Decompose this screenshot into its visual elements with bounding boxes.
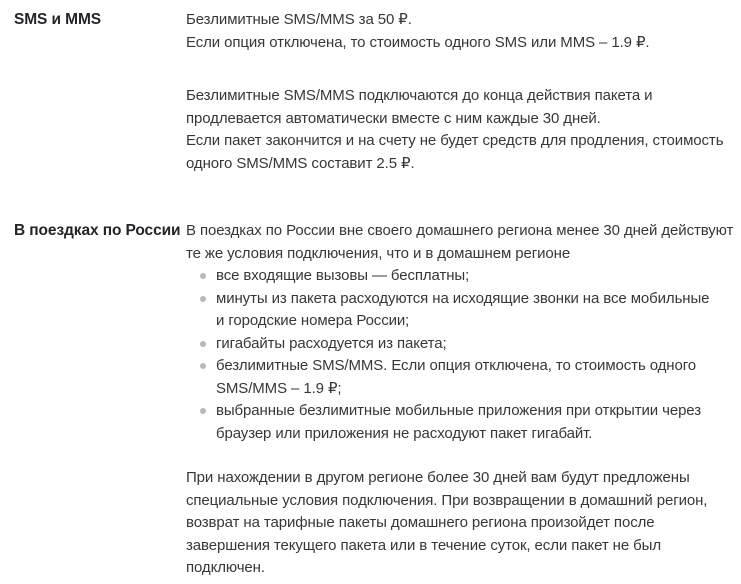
text-line: одного SMS/MMS составит 2.5 ₽. xyxy=(186,154,415,172)
text-line: Если опция отключена, то стоимость одного SMS или MMS – 1.9 ₽. xyxy=(186,33,650,51)
text-line: браузер или приложения не расходуют пакет гигабайт. xyxy=(216,424,593,442)
text-line: подключен. xyxy=(186,559,265,576)
bullet-dot-icon xyxy=(200,341,206,347)
text-line: все входящие вызовы — бесплатны; xyxy=(216,267,470,284)
text-line: безлимитные SMS/MMS. Если опция отключена, то стоимость одного xyxy=(216,357,696,374)
paragraph-sms-price xyxy=(186,9,735,54)
text-line: продлевается автоматически вместе с ним каждые 30 дней. xyxy=(186,109,601,127)
list-item-text xyxy=(216,333,735,356)
text-line: минуты из пакета расходуются на исходящие звонки на все мобильные xyxy=(216,289,710,307)
section-sms-mms xyxy=(14,9,735,175)
text-line: те же условия подключения, что и в домашнем регионе xyxy=(186,244,571,262)
section-content-sms-mms xyxy=(186,9,735,175)
list-item xyxy=(186,355,735,400)
list-item-text xyxy=(216,288,735,333)
list-item xyxy=(186,400,735,445)
paragraph-travel-intro xyxy=(186,220,735,265)
text-line: выбранные безлимитные мобильные приложения при открытии через xyxy=(216,402,701,419)
text-line: Безлимитные SMS/MMS подключаются до конца действия пакета и xyxy=(186,87,653,104)
bullet-dot-icon xyxy=(200,296,206,302)
text-line: и городские номера России; xyxy=(216,312,410,329)
text-line: Безлимитные SMS/MMS за 50 ₽. xyxy=(186,11,412,28)
list-item-text xyxy=(216,355,735,400)
paragraph-sms-renewal xyxy=(186,85,735,175)
paragraph-travel-outro xyxy=(186,467,735,580)
text-line: специальные условия подключения. При возвращении в домашний регион, xyxy=(186,491,708,509)
section-label-sms-mms: SMS и MMS xyxy=(14,11,101,28)
text-line: гигабайты расходуется из пакета; xyxy=(216,334,447,352)
bullet-dot-icon xyxy=(200,363,206,369)
text-line: При нахождении в другом регионе более 30 дней вам будут предложены xyxy=(186,469,690,486)
list-item-text xyxy=(216,265,735,288)
text-line: Если пакет закончится и на счету не будет средств для продления, стоимость xyxy=(186,132,724,149)
list-item xyxy=(186,288,735,333)
bullet-dot-icon xyxy=(200,273,206,279)
list-item-text xyxy=(216,400,735,445)
section-travel-russia xyxy=(14,220,735,580)
text-line: SMS/MMS – 1.9 ₽; xyxy=(216,379,342,397)
section-label-travel-russia: В поездках по России xyxy=(14,222,181,239)
text-line: завершения текущего пакета или в течение суток, если пакет не был xyxy=(186,536,661,554)
travel-conditions-list xyxy=(186,265,735,445)
list-item xyxy=(186,265,735,288)
text-line: возврат на тарифные пакеты домашнего региона произойдет после xyxy=(186,514,655,531)
bullet-dot-icon xyxy=(200,408,206,414)
list-item xyxy=(186,333,735,356)
text-line: В поездках по России вне своего домашнего региона менее 30 дней действуют xyxy=(186,222,734,239)
section-content-travel-russia xyxy=(186,220,735,580)
